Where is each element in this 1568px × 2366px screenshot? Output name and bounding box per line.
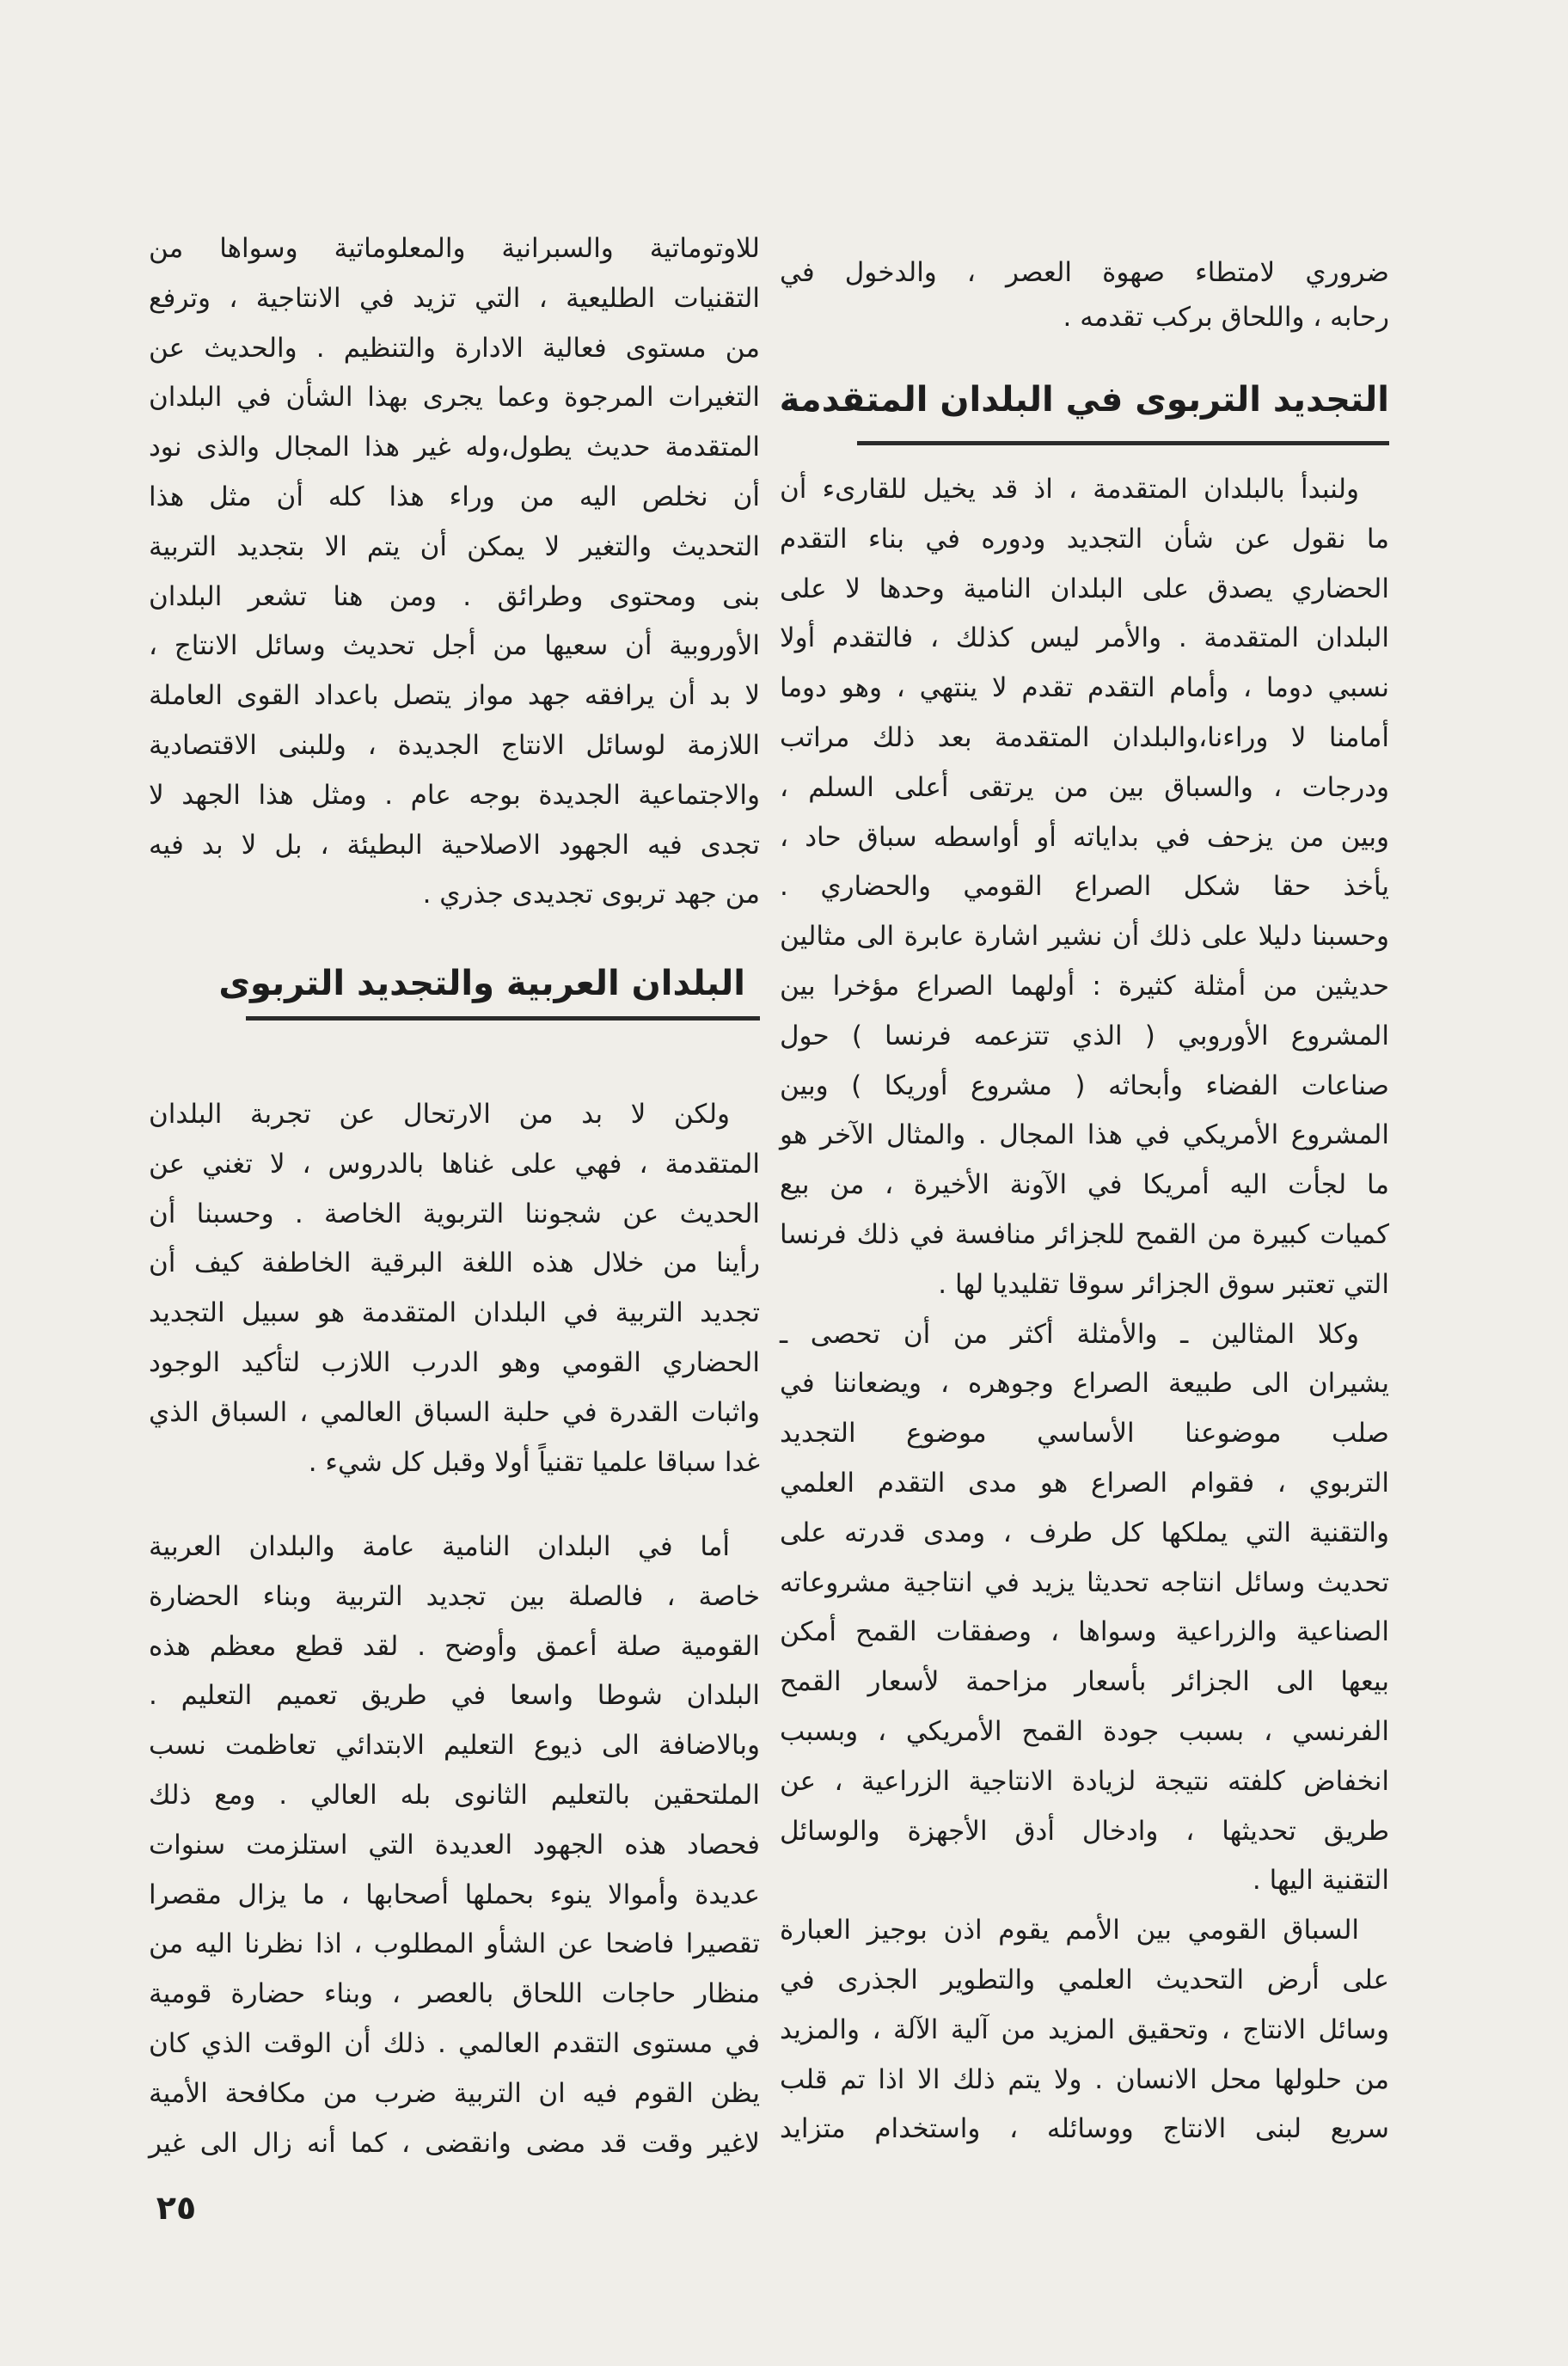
text-line: من جهد تربوى تجديدى جذري . <box>422 879 760 910</box>
text-line: البلدان المتقدمة . والأمر ليس كذلك ، فالتقدم أولا <box>780 622 1389 654</box>
column-left-paragraph-2 <box>149 1523 760 2168</box>
text-line: وسائل الانتاج ، وتحقيق المزيد من آلية الآلة ، والمزيد <box>780 2014 1389 2045</box>
page-number: ٢٥ <box>156 2189 197 2227</box>
text-line: تقصيرا فاضحا عن الشأو المطلوب ، اذا نظرنا اليه من <box>149 1928 760 1960</box>
text-line: تجدى فيه الجهود الاصلاحية البطيئة ، بل لا بد فيه <box>149 829 760 861</box>
text-line: أما في البلدان النامية عامة والبلدان العربية <box>149 1531 730 1562</box>
text-line: البلدان شوطا واسعا في طريق تعميم التعليم . <box>149 1680 760 1712</box>
text-line: خاصة ، فالصلة بين تجديد التربية وبناء الحضارة <box>149 1580 760 1612</box>
text-line: المتقدمة ، فهي على غناها بالدروس ، لا تغني عن <box>149 1148 760 1180</box>
text-line: أمامنا لا وراءنا،والبلدان المتقدمة بعد ذلك مراتب <box>780 721 1389 753</box>
text-line: ضروري لامتطاء صهوة العصر ، والدخول في <box>780 257 1389 288</box>
heading-underline <box>246 1016 760 1021</box>
text-line: وبالاضافة الى ذيوع التعليم الابتدائي تعاظمت نسب <box>149 1730 760 1762</box>
text-line: من حلولها محل الانسان . ولا يتم ذلك الا اذا تم قلب <box>780 2063 1389 2095</box>
text-line: على أرض التحديث العلمي والتطوير الجذرى في <box>780 1964 1389 1995</box>
text-line: التقنيات الطليعية ، التي تزيد في الانتاجية ، وترفع <box>149 282 760 314</box>
text-line: حديثين من أمثلة كثيرة : أولهما الصراع مؤخرا بين <box>780 970 1389 1002</box>
column-right-body <box>780 465 1389 2155</box>
text-line: والاجتماعية الجديدة بوجه عام . ومثل هذا الجهد لا <box>149 779 760 811</box>
text-line: الحضاري يصدق على البلدان النامية وحدها لا على <box>780 573 1389 604</box>
text-line: لاغير وقت قد مضى وانقضى ، كما أنه زال الى غير <box>149 2127 760 2159</box>
text-line: لا بد أن يرافقه جهد مواز يتصل باعداد القوى العاملة <box>149 680 760 712</box>
text-line: في مستوى التقدم العالمي . ذلك أن الوقت الذي كان <box>149 2027 760 2059</box>
text-line: طريق تحديثها ، وادخال أدق الأجهزة والوسائل <box>780 1815 1389 1847</box>
text-line: المشروع الأمريكي في هذا المجال . والمثال الآخر هو <box>780 1119 1389 1151</box>
text-line: تحديث وسائل انتاجه تحديثا يزيد في انتاجية مشروعاته <box>780 1566 1389 1598</box>
column-right-intro <box>780 250 1389 340</box>
text-line: التربوي ، فقوام الصراع هو مدى التقدم العلمي <box>780 1467 1389 1499</box>
text-line: وحسبنا دليلا على ذلك أن نشير اشارة عابرة الى مثالين <box>780 921 1389 953</box>
text-line: وبين من يزحف في بداياته أو أواسطه سباق حاد ، <box>780 821 1389 853</box>
text-line: كميات كبيرة من القمح للجزائر منافسة في ذلك فرنسا <box>780 1218 1389 1250</box>
text-line: من مستوى فعالية الادارة والتنظيم . والحديث عن <box>149 332 760 364</box>
text-line: المشروع الأوروبي ( الذي تتزعمه فرنسا ) حول <box>780 1020 1389 1051</box>
text-line: التحديث والتغير لا يمكن أن يتم الا بتجديد التربية <box>149 530 760 562</box>
text-line: المتقدمة حديث يطول،وله غير هذا المجال والذى نود <box>149 432 760 463</box>
text-line: يظن القوم فيه ان التربية ضرب من مكافحة الأمية <box>149 2077 760 2109</box>
text-line: التي تعتبر سوق الجزائر سوقا تقليديا لها . <box>938 1268 1389 1300</box>
text-line: ولكن لا بد من الارتحال عن تجربة البلدان <box>149 1099 730 1130</box>
text-line: صناعات الفضاء وأبحاثه ( مشروع أوريكا ) وبين <box>780 1070 1389 1101</box>
text-line: فحصاد هذه الجهود العديدة التي استلزمت سنوات <box>149 1829 760 1860</box>
text-line: عديدة وأموالا ينوء بحملها أصحابها ، ما يزال مقصرا <box>149 1879 760 1910</box>
text-line: والتقنية التي يملكها كل طرف ، ومدى قدرته على <box>780 1517 1389 1548</box>
text-line: سريع لبنى الانتاج ووسائله ، واستخدام متزايد <box>780 2113 1389 2145</box>
text-line: ودرجات ، والسباق بين من يرتقى أعلى السلم ، <box>780 771 1389 803</box>
column-left-intro <box>149 224 760 920</box>
text-line: بيعها الى الجزائر بأسعار مزاحمة لأسعار القمح <box>780 1666 1389 1698</box>
text-line: الأوروبية أن سعيها من أجل تحديث وسائل الانتاج ، <box>149 630 760 662</box>
text-line: ما لجأت اليه أمريكا في الآونة الأخيرة ، من بيع <box>780 1169 1389 1201</box>
text-line: التقنية اليها . <box>1252 1865 1389 1897</box>
text-line: وكلا المثالين ـ والأمثلة أكثر من أن تحصى ـ <box>780 1318 1359 1350</box>
text-line: تجديد التربية في البلدان المتقدمة هو سبيل التجديد <box>149 1297 760 1329</box>
text-line: الصناعية والزراعية وسواها ، وصفقات القمح أمكن <box>780 1616 1389 1648</box>
text-line: اللازمة لوسائل الانتاج الجديدة ، وللبنى الاقتصادية <box>149 729 760 761</box>
text-line: واثبات القدرة في حلبة السباق العالمي ، السباق الذي <box>149 1396 760 1428</box>
text-line: الفرنسي ، بسبب جودة القمح الأمريكي ، وبسبب <box>780 1715 1389 1747</box>
heading-underline <box>857 441 1389 445</box>
text-line: الملتحقين بالتعليم الثانوى بله العالي . ومع ذلك <box>149 1779 760 1811</box>
text-line: يشيران الى طبيعة الصراع وجوهره ، ويضعاننا في <box>780 1368 1389 1400</box>
text-line: منظار حاجات اللحاق بالعصر ، وبناء حضارة قومية <box>149 1978 760 2010</box>
text-line: السباق القومي بين الأمم يقوم اذن بوجيز العبارة <box>780 1915 1359 1946</box>
text-line: القومية صلة أعمق وأوضح . لقد قطع معظم هذه <box>149 1630 760 1662</box>
text-line: صلب موضوعنا الأساسي موضوع التجديد <box>780 1418 1389 1450</box>
text-line: غدا سباقا علميا تقنياً أولا وقبل كل شيء . <box>308 1446 760 1478</box>
text-line: نسبي دوما ، وأمام التقدم تقدم لا ينتهي ، وهو دوما <box>780 672 1389 704</box>
text-line: للاوتوماتية والسبرانية والمعلوماتية وسواها من <box>149 233 760 264</box>
section-heading: البلدان العربية والتجديد التربوى <box>218 964 745 1003</box>
text-line: رحابه ، واللحاق بركب تقدمه . <box>1063 302 1389 333</box>
text-line: الحضاري القومي وهو الدرب اللازب لتأكيد الوجود <box>149 1346 760 1378</box>
text-line: الحديث عن شجوننا التربوية الخاصة . وحسبنا أن <box>149 1198 760 1229</box>
text-line: التغيرات المرجوة وعما يجرى بهذا الشأن في البلدان <box>149 382 760 414</box>
column-left-paragraph-1 <box>149 1090 760 1487</box>
text-line: ما نقول عن شأن التجديد ودوره في بناء التقدم <box>780 523 1389 555</box>
text-line: انخفاض كلفته نتيجة لزيادة الانتاجية الزراعية ، عن <box>780 1765 1389 1797</box>
text-line: أن نخلص اليه من وراء هذا كله أن مثل هذا <box>149 481 760 512</box>
text-line: يأخذ حقا شكل الصراع القومي والحضاري . <box>780 871 1389 903</box>
section-heading: التجديد التربوى في البلدان المتقدمة <box>779 380 1389 420</box>
text-line: رأينا من خلال هذه اللغة البرقية الخاطفة كيف أن <box>149 1247 760 1279</box>
text-line: بنى ومحتوى وطرائق . ومن هنا تشعر البلدان <box>149 580 760 612</box>
text-line: ولنبدأ بالبلدان المتقدمة ، اذ قد يخيل للقارىء أن <box>780 474 1359 505</box>
